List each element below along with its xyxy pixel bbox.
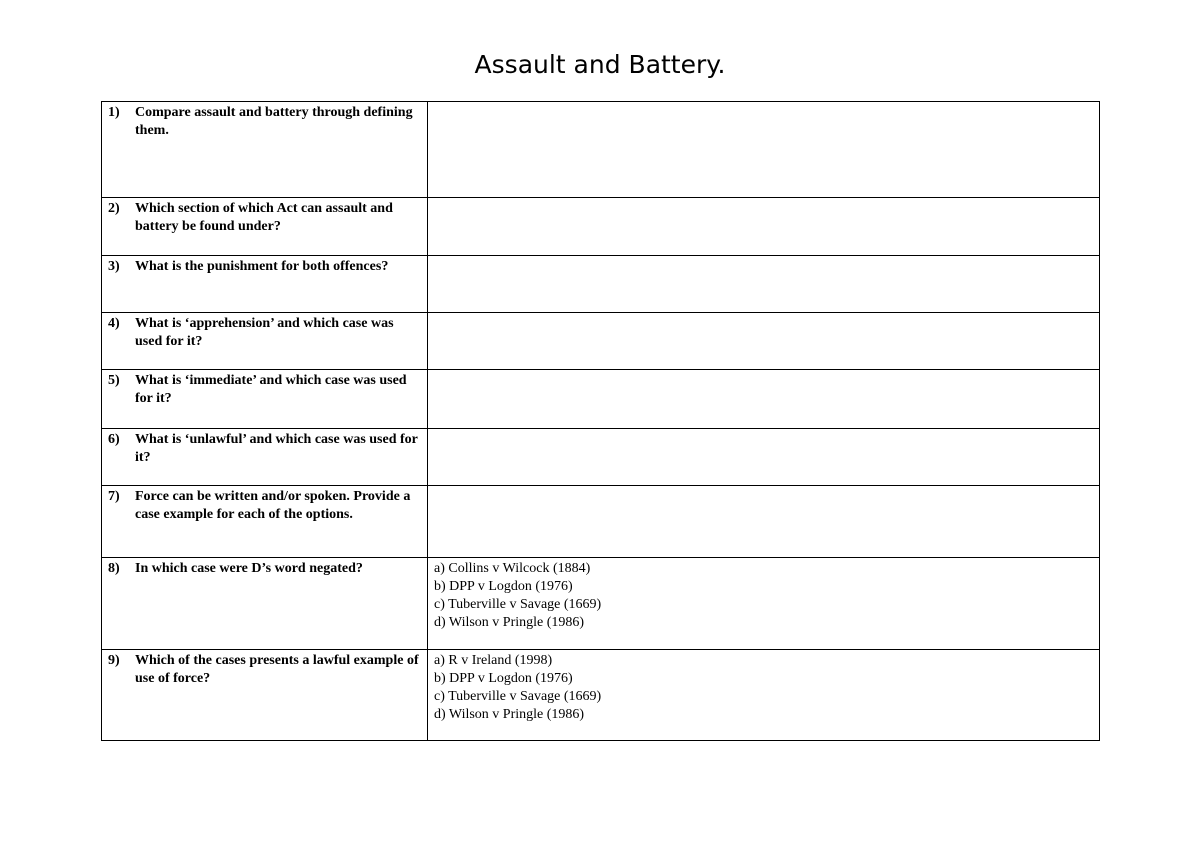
question-row: [102, 256, 1100, 313]
question-cell: [102, 429, 428, 486]
answer-cell[interactable]: [428, 313, 1100, 370]
question-number: 9): [108, 653, 120, 668]
question-row: [102, 650, 1100, 741]
question-cell: [102, 486, 428, 558]
answer-option: b) DPP v Logdon (1976): [434, 579, 573, 594]
question-text: What is ‘immediate’ and which case was used for it?: [135, 373, 407, 406]
answer-options-cell: [428, 558, 1100, 650]
question-cell: [102, 102, 428, 198]
answer-cell[interactable]: [428, 256, 1100, 313]
answer-cell[interactable]: [428, 198, 1100, 256]
question-text: What is the punishment for both offences?: [135, 259, 389, 274]
question-text: What is ‘apprehension’ and which case was used for it?: [135, 316, 394, 349]
answer-option: d) Wilson v Pringle (1986): [434, 615, 585, 630]
worksheet-table: [101, 101, 1100, 741]
question-cell: [102, 313, 428, 370]
question-row: [102, 429, 1100, 486]
question-text: What is ‘unlawful’ and which case was used for it?: [135, 432, 418, 465]
answer-option: b) DPP v Logdon (1976): [434, 671, 573, 686]
answer-option: c) Tuberville v Savage (1669): [434, 597, 602, 612]
question-cell: [102, 256, 428, 313]
question-number: 7): [108, 489, 120, 504]
answer-cell[interactable]: [428, 370, 1100, 429]
question-row: [102, 486, 1100, 558]
question-text: Compare assault and battery through defining them.: [135, 105, 413, 138]
question-number: 1): [108, 105, 120, 120]
question-row: [102, 558, 1100, 650]
question-number: 3): [108, 259, 120, 274]
answer-option: c) Tuberville v Savage (1669): [434, 689, 602, 704]
question-row: [102, 313, 1100, 370]
question-number: 8): [108, 561, 120, 576]
answer-cell[interactable]: [428, 429, 1100, 486]
question-cell: [102, 558, 428, 650]
page-title: Assault and Battery.: [474, 50, 726, 79]
answer-option: d) Wilson v Pringle (1986): [434, 707, 585, 722]
question-text: Which of the cases presents a lawful example of use of force?: [135, 653, 419, 686]
question-text: In which case were D’s word negated?: [135, 561, 363, 576]
answer-option: a) Collins v Wilcock (1884): [434, 561, 591, 576]
question-text: Force can be written and/or spoken. Provide a case example for each of the options.: [135, 489, 411, 522]
question-text: Which section of which Act can assault and battery be found under?: [135, 201, 393, 234]
answer-options-cell: [428, 650, 1100, 741]
question-row: [102, 370, 1100, 429]
question-row: [102, 198, 1100, 256]
question-row: [102, 102, 1100, 198]
question-number: 6): [108, 432, 120, 447]
answer-option: a) R v Ireland (1998): [434, 653, 553, 668]
question-number: 4): [108, 316, 120, 331]
answer-cell[interactable]: [428, 102, 1100, 198]
question-number: 5): [108, 373, 120, 388]
question-cell: [102, 198, 428, 256]
answer-cell[interactable]: [428, 486, 1100, 558]
question-cell: [102, 650, 428, 741]
question-number: 2): [108, 201, 120, 216]
question-cell: [102, 370, 428, 429]
